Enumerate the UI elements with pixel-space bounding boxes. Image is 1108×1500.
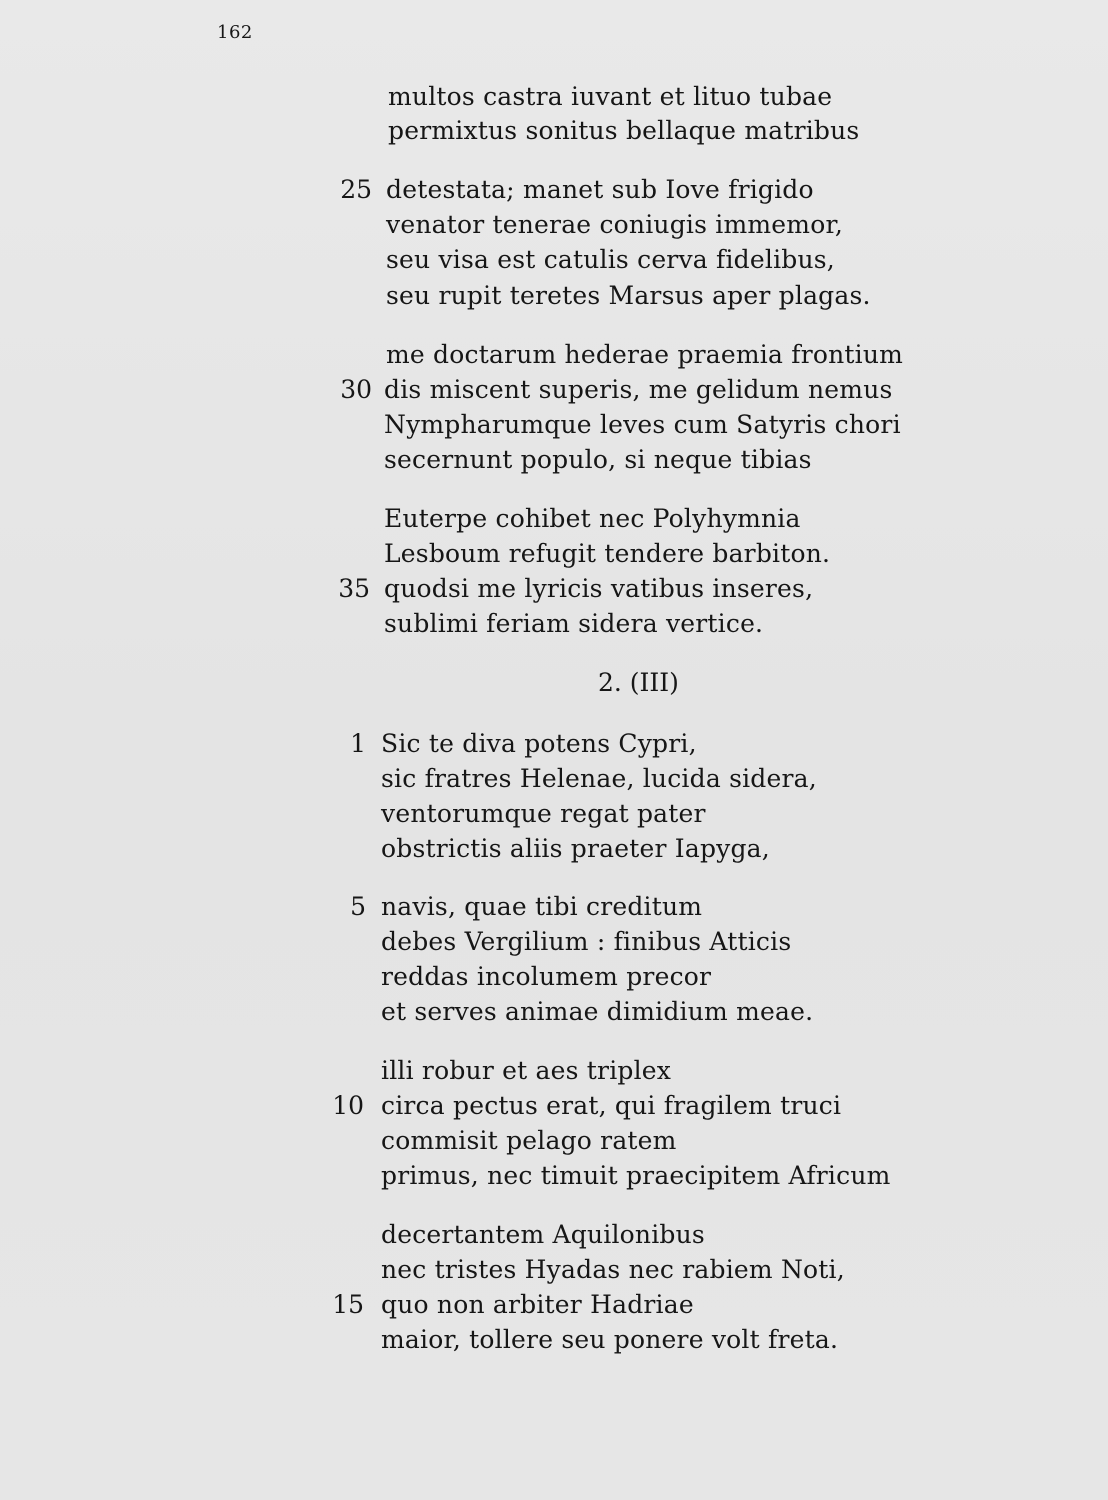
- verse-line: illi robur et aes triplex: [381, 1056, 672, 1085]
- verse-line: decertantem Aquilonibus: [381, 1220, 705, 1249]
- verse-line: obstrictis aliis praeter Iapyga,: [381, 834, 770, 863]
- line-number: 35: [338, 574, 370, 603]
- verse-line: quo non arbiter Hadriae: [381, 1290, 694, 1319]
- verse-line: debes Vergilium : finibus Atticis: [381, 927, 792, 956]
- line-number: 5: [350, 892, 366, 921]
- verse-line: Lesboum refugit tendere barbiton.: [384, 539, 831, 568]
- verse-line: navis, quae tibi creditum: [381, 892, 703, 921]
- verse-line: me doctarum hederae praemia frontium: [386, 340, 904, 369]
- verse-line: Euterpe cohibet nec Polyhymnia: [384, 504, 801, 533]
- verse-line: commisit pelago ratem: [381, 1126, 677, 1155]
- verse-line: nec tristes Hyadas nec rabiem Noti,: [381, 1255, 845, 1284]
- verse-line: sic fratres Helenae, lucida sidera,: [381, 764, 817, 793]
- verse-line: dis miscent superis, me gelidum nemus: [384, 375, 893, 404]
- verse-line: permixtus sonitus bellaque matribus: [388, 116, 860, 145]
- verse-line: secernunt populo, si neque tibias: [384, 445, 812, 474]
- verse-line: Sic te diva potens Cypri,: [381, 729, 697, 758]
- page-number: 162: [217, 22, 253, 43]
- line-number: 1: [350, 729, 366, 758]
- verse-line: sublimi feriam sidera vertice.: [384, 609, 764, 638]
- verse-line: detestata; manet sub Iove frigido: [386, 175, 814, 204]
- verse-line: reddas incolumem precor: [381, 962, 712, 991]
- verse-line: quodsi me lyricis vatibus inseres,: [384, 574, 814, 603]
- verse-line: ventorumque regat pater: [381, 799, 706, 828]
- verse-line: primus, nec timuit praecipitem Africum: [381, 1161, 891, 1190]
- verse-line: circa pectus erat, qui fragilem truci: [381, 1091, 842, 1120]
- line-number: 30: [340, 375, 372, 404]
- ode-heading: 2. (III): [598, 668, 679, 697]
- verse-line: venator tenerae coniugis immemor,: [386, 210, 843, 239]
- verse-line: seu rupit teretes Marsus aper plagas.: [386, 281, 871, 310]
- line-number: 10: [332, 1091, 364, 1120]
- line-number: 15: [332, 1290, 364, 1319]
- verse-line: Nympharumque leves cum Satyris chori: [384, 410, 901, 439]
- verse-line: maior, tollere seu ponere volt freta.: [381, 1325, 839, 1354]
- line-number: 25: [340, 175, 372, 204]
- verse-line: seu visa est catulis cerva fidelibus,: [386, 245, 835, 274]
- verse-line: multos castra iuvant et lituo tubae: [388, 82, 833, 111]
- verse-line: et serves animae dimidium meae.: [381, 997, 814, 1026]
